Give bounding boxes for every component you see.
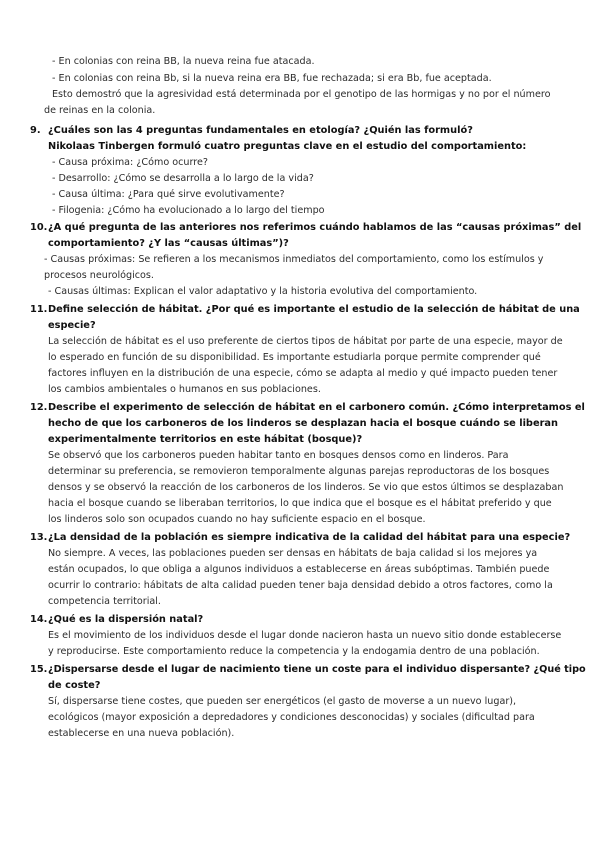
answer-line: procesos neurológicos. — [44, 270, 154, 281]
intro-line: - En colonias con reina Bb, si la nueva reina era BB, fue rechazada; si era Bb, fue aceptada. — [52, 73, 492, 84]
question-text: ¿Qué es la dispersión natal? — [48, 614, 204, 625]
answer-line: Sí, dispersarse tiene costes, que pueden ser energéticos (el gasto de moverse a un nuevo lugar), — [48, 696, 517, 707]
answer-line: lo esperado en función de su disponibilidad. Es importante estudiarla porque permite comprender qué — [48, 352, 541, 363]
answer-line: - Desarrollo: ¿Cómo se desarrolla a lo largo de la vida? — [52, 173, 314, 184]
question-number: 15. — [30, 664, 48, 675]
answer-line: No siempre. A veces, las poblaciones pueden ser densas en hábitats de baja calidad si los mejores ya — [48, 548, 538, 559]
question-text: de coste? — [48, 680, 101, 691]
question-number: 10. — [30, 222, 48, 233]
question-text: hecho de que los carboneros de los linderos se desplazan hacia el bosque cuándo se liberan — [48, 418, 559, 429]
answer-line: La selección de hábitat es el uso preferente de ciertos tipos de hábitat por parte de una especie, mayor de — [48, 336, 563, 347]
question-number: 9. — [30, 125, 41, 136]
answer-line: competencia territorial. — [48, 596, 161, 607]
answer-line: factores influyen en la distribución de una especie, cómo se adapta al medio y qué impacto pueden tener — [48, 368, 558, 379]
answer-line: establecerse en una nueva población). — [48, 728, 235, 739]
answer-line: Es el movimiento de los individuos desde el lugar donde nacieron hasta un nuevo sitio donde establecerse — [48, 630, 562, 641]
answer-line: los linderos solo son ocupados cuando no hay suficiente espacio en el bosque. — [48, 514, 426, 525]
answer-line: Nikolaas Tinbergen formuló cuatro preguntas clave en el estudio del comportamiento: — [48, 141, 527, 152]
answer-line: ocurrir lo contrario: hábitats de alta calidad pueden tener baja densidad debido a otros factores, como la — [48, 580, 553, 591]
answer-line: los cambios ambientales o humanos en sus poblaciones. — [48, 384, 321, 395]
question-text: comportamiento? ¿Y las “causas últimas”)? — [48, 238, 289, 249]
question-text: ¿Dispersarse desde el lugar de nacimiento tiene un coste para el individuo dispersante? ¿Qué tipo — [48, 664, 586, 675]
answer-line: están ocupados, lo que obliga a algunos individuos a establecerse en áreas subóptimas. También puede — [48, 564, 550, 575]
intro-line: de reinas en la colonia. — [44, 105, 156, 116]
question-number: 11. — [30, 304, 48, 315]
answer-line: Se observó que los carboneros pueden habitar tanto en bosques densos como en linderos. Para — [48, 450, 509, 461]
answer-line: ecológicos (mayor exposición a depredadores y condiciones desconocidas) y sociales (dificultad para — [48, 712, 535, 723]
question-text: ¿A qué pregunta de las anteriores nos referimos cuándo hablamos de las “causas próximas” del — [48, 222, 582, 233]
answer-line: - Causa última: ¿Para qué sirve evolutivamente? — [52, 189, 285, 200]
intro-line: - En colonias con reina BB, la nueva reina fue atacada. — [52, 56, 315, 67]
answer-line: hacia el bosque cuando se liberaban territorios, lo que indica que el bosque es el hábitat preferido y que — [48, 498, 552, 509]
answer-line: determinar su preferencia, se removieron temporalmente algunas parejas reproductoras de los bosques — [48, 466, 550, 477]
question-text: experimentalmente territorios en este hábitat (bosque)? — [48, 434, 363, 445]
answer-line: - Causas últimas: Explican el valor adaptativo y la historia evolutiva del comportamiento. — [48, 286, 478, 297]
question-text: ¿La densidad de la población es siempre indicativa de la calidad del hábitat para una especie? — [48, 532, 571, 543]
question-text: ¿Cuáles son las 4 preguntas fundamentales en etología? ¿Quién las formuló? — [48, 125, 473, 136]
answer-line: y reproducirse. Este comportamiento reduce la competencia y la endogamia dentro de una población. — [48, 646, 540, 657]
intro-line: Esto demostró que la agresividad está determinada por el genotipo de las hormigas y no por el número — [52, 89, 551, 100]
question-number: 14. — [30, 614, 48, 625]
question-text: especie? — [48, 320, 96, 331]
question-text: Define selección de hábitat. ¿Por qué es importante el estudio de la selección de hábitat de una — [48, 304, 580, 315]
answer-line: - Causa próxima: ¿Cómo ocurre? — [52, 157, 208, 168]
question-number: 12. — [30, 402, 48, 413]
answer-line: - Filogenia: ¿Cómo ha evolucionado a lo largo del tiempo — [52, 205, 325, 216]
answer-line: densos y se observó la reacción de los carboneros de los linderos. Se vio que estos últimos se desplazaban — [48, 482, 564, 493]
question-text: Describe el experimento de selección de hábitat en el carbonero común. ¿Cómo interpretamos el — [48, 402, 585, 413]
question-number: 13. — [30, 532, 48, 543]
answer-line: - Causas próximas: Se refieren a los mecanismos inmediatos del comportamiento, como los estímulos y — [44, 254, 544, 265]
